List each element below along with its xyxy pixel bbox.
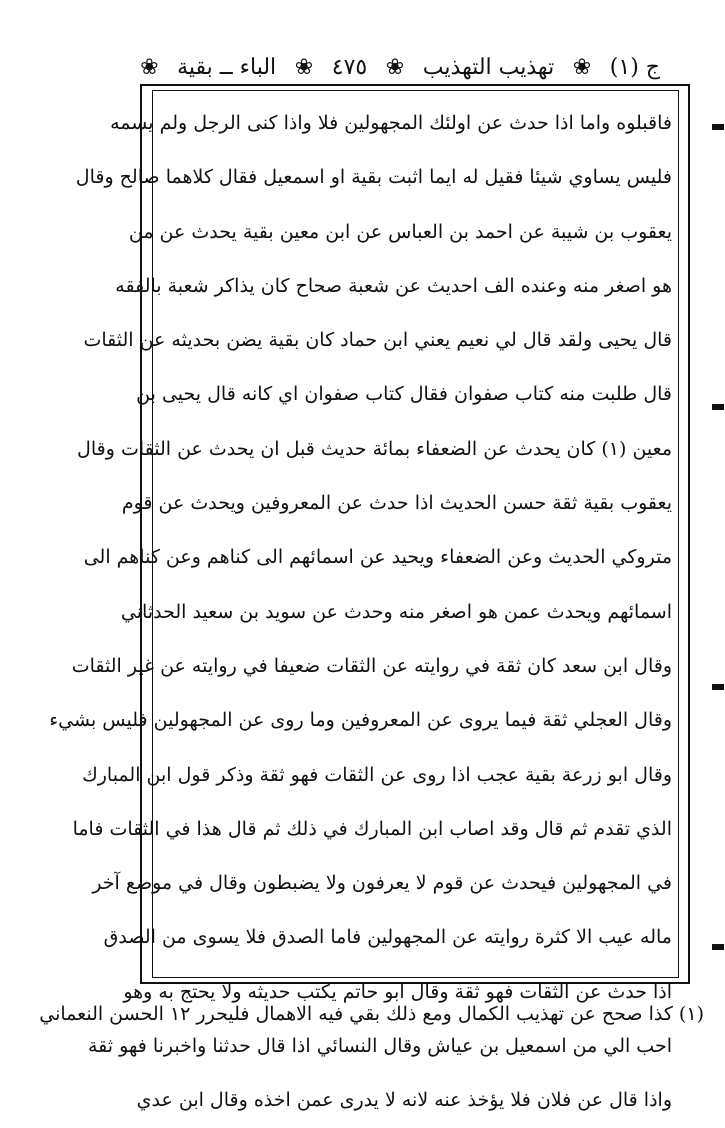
- text-line: فليس يساوي شيئا فقيل له ايما اثبت بقية او اسمعيل فقال كلاهما صالح وقال: [75, 166, 672, 189]
- text-line: وقال العجلي ثقة فيما يروى عن المعروفين وما روى عن المجهولين فليس بشيء: [49, 709, 672, 732]
- text-line: يعقوب بقية ثقة حسن الحديث اذا حدث عن المعروفين ويحدث عن قوم: [121, 492, 672, 515]
- section-title: الباء ــ بقية: [177, 54, 277, 80]
- text-line: وقال ابو زرعة بقية عجب اذا روى عن الثقات فهو ثقة وذكر قول ابن المبارك: [82, 763, 672, 786]
- text-line: وقال ابن سعد كان ثقة في روايته عن الثقات ضعيفا في روايته عن غير الثقات: [71, 654, 672, 677]
- text-line: الذي تقدم ثم قال وقد اصاب ابن المبارك في ذلك ثم قال هذا في الثقات فاما: [72, 817, 672, 840]
- text-line: قال يحيى ولقد قال لي نعيم يعني ابن حماد كان بقية يضن بحديثه عن الثقات: [83, 329, 672, 352]
- text-line: فاقبلوه واما اذا حدث عن اولئك المجهولين فلا واذا كنى الرجل ولم يسمه: [110, 112, 672, 134]
- scan-margin-mark: [712, 944, 724, 950]
- text-line: في المجهولين فيحدث عن قوم لا يعرفون ولا يضبطون وقال في موضع آخر: [92, 872, 672, 895]
- text-line: معين (١) كان يحدث عن الضعفاء بمائة حديث قبل ان يحدث عن الثقات وقال: [77, 437, 672, 460]
- text-line: يعقوب بن شيبة عن احمد بن العباس عن ابن معين بقية يحدث عن من: [128, 220, 672, 243]
- scan-margin-mark: [712, 404, 724, 410]
- text-line: متروكي الحديث وعن الضعفاء ويحيد عن اسمائهم الى كناهم وعن كناهم الى: [83, 546, 672, 569]
- text-line: احب الي من اسمعيل بن عياش وقال النسائي اذا قال حدثنا واخبرنا فهو ثقة: [88, 1035, 672, 1058]
- page-number: ٤٧٥: [331, 54, 368, 80]
- flower-ornament-icon: ❀: [572, 54, 592, 80]
- text-line: ماله عيب الا كثرة روايته عن المجهولين فاما الصدق فلا يسوى من الصدق: [103, 926, 672, 949]
- text-line: قال طلبت منه كتاب صفوان فقال كتاب صفوان اي كانه قال يحيى بن: [136, 383, 672, 406]
- book-title: تهذيب التهذيب: [422, 54, 555, 80]
- footnote: (١) كذا صحح عن تهذيب الكمال ومع ذلك بقي فيه الاهمال فليحرر ١٢ الحسن النعماني: [39, 1003, 704, 1025]
- text-line: واذا قال عن فلان فلا يؤخذ عنه لانه لا يدرى عمن اخذه وقال ابن عدي: [136, 1089, 672, 1112]
- scan-margin-mark: [712, 684, 724, 690]
- text-line: اذا حدث عن الثقات فهو ثقة وقال ابو حاتم يكتب حديثه ولا يحتج به وهو: [123, 980, 672, 1003]
- flower-ornament-icon: ❀: [294, 54, 314, 80]
- text-line: هو اصغر منه وعنده الف احديث عن شعبة صحاح كان يذاكر شعبة بالفقه: [115, 274, 672, 297]
- text-line: اسمائهم ويحدث عمن هو اصغر منه وحدث عن سويد بن سعيد الحدثاني: [120, 600, 672, 623]
- flower-ornament-icon: ❀: [140, 54, 159, 80]
- flower-ornament-icon: ❀: [385, 54, 405, 80]
- scan-margin-mark: [712, 124, 724, 130]
- volume-label: ج (١): [609, 54, 660, 80]
